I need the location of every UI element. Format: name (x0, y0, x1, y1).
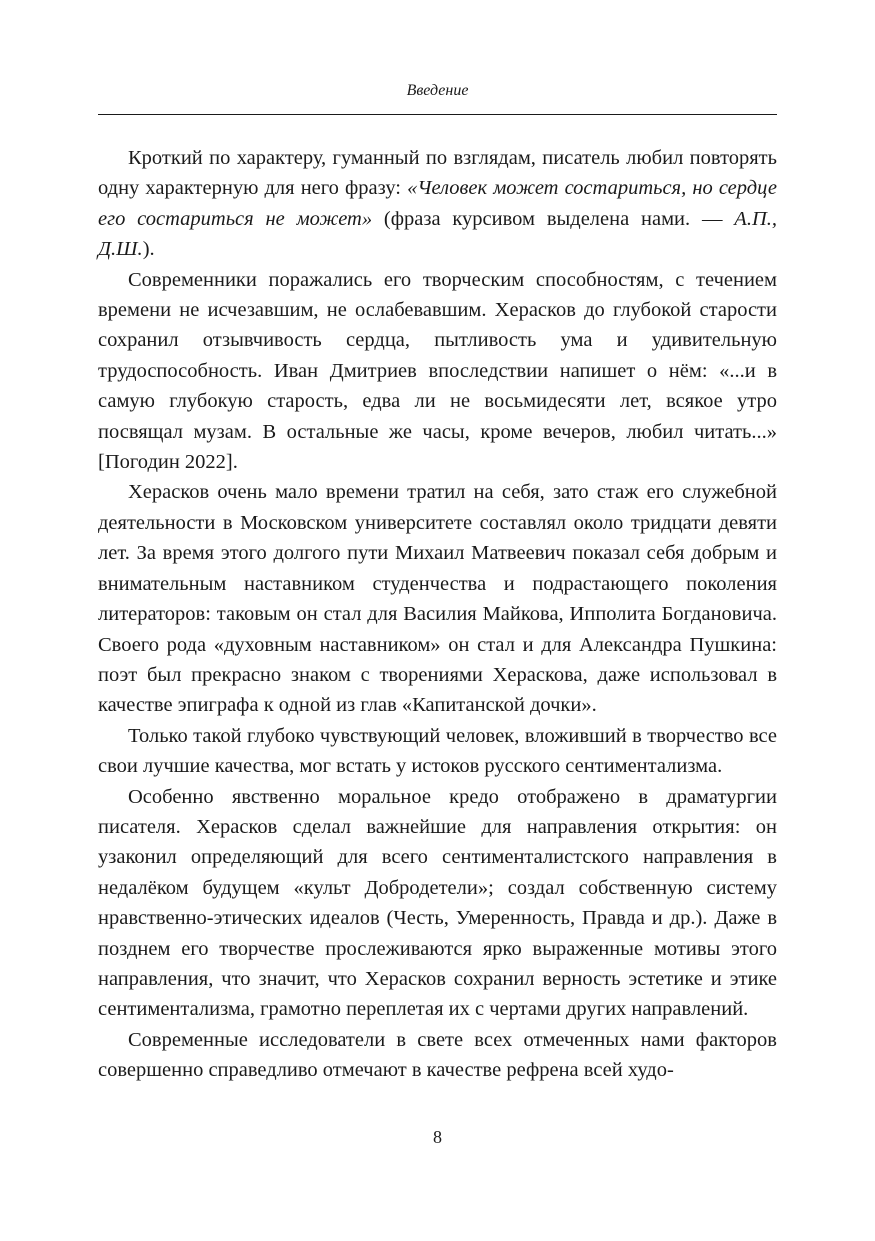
paragraph-6: Современные исследователи в свете всех отмеченных нами факторов совершенно справедливо отмечают в качестве рефрена всей худо- (98, 1028, 777, 1082)
quote-italic: «Человек может состариться, но сердце его состариться не может» (98, 177, 777, 230)
paragraph-1-note: (фраза курсивом выделена нами. — (372, 207, 735, 230)
paragraph-1-text: Кроткий по характеру, гуманный по взглядам, писатель любил повторять одну характерную для него фразу: (98, 147, 777, 200)
paragraph-3: Херасков очень мало времени тратил на себя, зато стаж его служебной деятельности в Московском университете составлял около тридцати девяти лет. За время этого долгого пути Михаил Матвеевич показал себя добрым и внимательным наставником студенчества и подрастающего поколения литераторов: таковым он стал для Василия Майкова, Ипполита Богдановича. Своего рода «духовным наставником» он стал и для Александра Пушкина: поэт был прекрасно знаком с творениями Хераскова, даже использовал в качестве эпиграфа к одной из глав «Капитанской дочки». (98, 481, 777, 717)
header-rule (98, 114, 777, 115)
paragraph-1 (98, 143, 777, 265)
page-number: 8 (433, 1127, 442, 1147)
paragraph-5: Особенно явственно моральное кредо отображено в драматургии писателя. Херасков сделал важнейшие для направления открытия: он узаконил определяющий для всего сентименталистского направления в недалёком будущем «культ Добродетели»; создал собственную систему нравственно-этических идеалов (Честь, Умеренность, Правда и др.). Даже в позднем его творчестве прослеживаются ярко выраженные мотивы этого направления, что значит, что Херасков сохранил верность эстетике и этике сентиментализма, грамотно переплетая их с чертами других направлений. (98, 785, 777, 1021)
paragraph-1-end: ). (142, 238, 155, 261)
paragraph-4: Только такой глубоко чувствующий человек, вложивший в творчество все свои лучшие качества, мог встать у истоков русского сентиментализма. (98, 724, 777, 778)
body-text (98, 143, 777, 1086)
author-initials: А.П., Д.Ш. (98, 207, 777, 261)
paragraph-2: Современники поражались его творческим способностям, с течением времени не исчезавшим, не ослабевавшим. Херасков до глубокой старости сохранил отзывчивость сердца, пытливость ума и удивительную трудоспособность. Иван Дмитриев впоследствии напишет о нём: «...и в самую глубокую старость, едва ли не восьмидесяти лет, всякое утро посвящал музам. В остальные же часы, кроме вечеров, любил читать...» [Погодин 2022]. (98, 268, 777, 474)
running-header: Введение (406, 82, 469, 99)
